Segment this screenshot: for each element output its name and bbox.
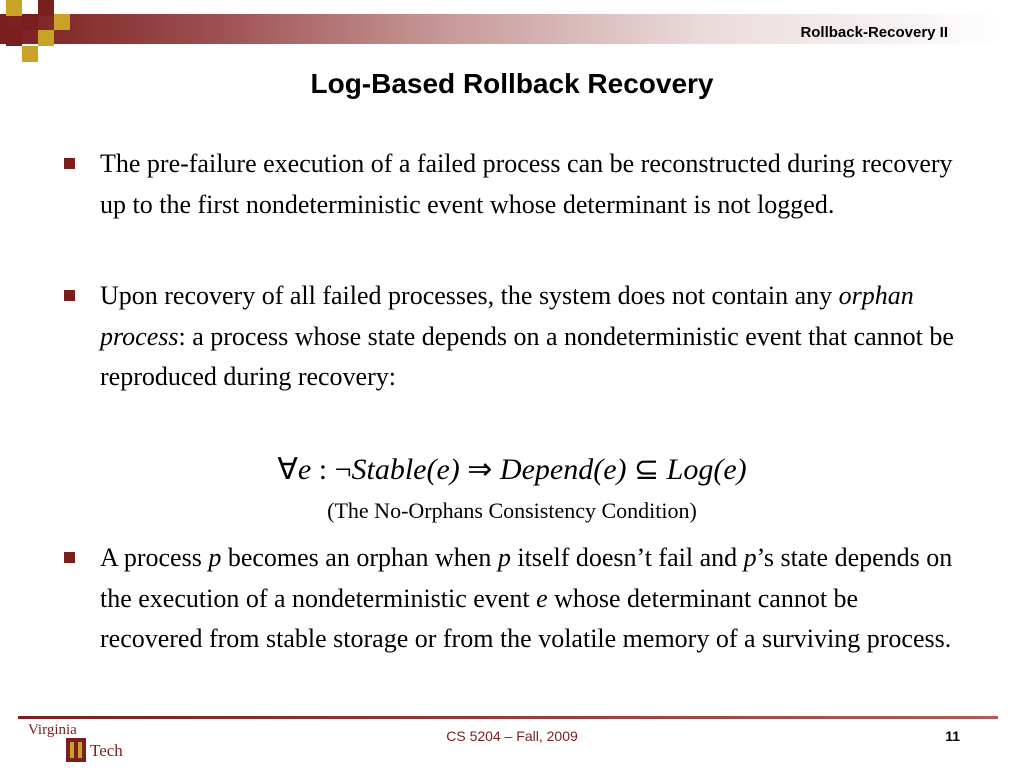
decorative-square [22,46,38,62]
bullet-text-segment: Upon recovery of all failed processes, the system does not contain any [100,281,839,310]
bullet-square-icon [64,158,75,169]
formula-implies: ⇒ [459,453,500,486]
header-title: Rollback-Recovery II [800,24,948,41]
decorative-square [38,0,54,16]
bullet-item [64,538,954,660]
bullet-square-icon [64,290,75,301]
formula-stable: Stable [351,453,427,486]
formula-subset: ⊆ [626,453,667,486]
formula-arg: (e) [593,453,627,486]
decorative-square [6,0,22,16]
formula-arg: (e) [713,453,747,486]
bullet-emphasis-term: orphan process [100,281,914,351]
decorative-square [38,30,54,46]
bullet-text-segment: becomes an orphan when [221,543,498,572]
bullet-text [100,276,954,398]
formula-var: e [297,453,312,486]
logo-text-bottom: Tech [90,741,123,760]
formula-log: Log [666,453,714,486]
bullet-var: p [208,543,222,572]
footer-course: CS 5204 – Fall, 2009 [446,728,578,744]
bullet-var: e [536,583,548,613]
formula-forall: ∀ [277,453,298,486]
decorative-square [6,30,22,46]
bullet-item [64,144,954,225]
logo-text-top: Virginia [28,722,77,738]
bullet-item [64,276,954,398]
decorative-square [54,14,70,30]
bullet-text-segment: whose determinant cannot be recovered from stable storage or from the volatile memory of a surviving process. [100,583,952,653]
formula-depend: Depend [499,453,594,486]
slide-title: Log-Based Rollback Recovery [310,68,714,99]
formula-arg: (e) [426,453,460,486]
formula-caption: (The No-Orphans Consistency Condition) [327,498,697,523]
bullet-var: p [497,543,511,572]
decorative-square [22,14,38,30]
bullet-text-segment: : a process whose state depends on a nondeterministic event that cannot be reproduced during recovery: [100,321,954,391]
bullet-text-segment: ’s state depends on the execution of a nondeterministic event [100,543,953,613]
bullet-text: The pre-failure execution of a failed process can be reconstructed during recovery up to the first nondeterministic event whose determinant is not logged. [100,149,953,219]
bullet-square-icon [64,552,75,563]
formula [0,452,1024,487]
formula-neg: ¬ [334,453,352,486]
bullet-text-segment: itself doesn’t fail and [510,543,744,572]
page-number: 11 [945,728,960,744]
bullet-var: p [743,543,757,572]
footer-divider [18,716,998,719]
bullet-text [100,538,954,660]
bullet-text-segment: A process [100,543,209,572]
formula-colon: : [311,453,335,486]
